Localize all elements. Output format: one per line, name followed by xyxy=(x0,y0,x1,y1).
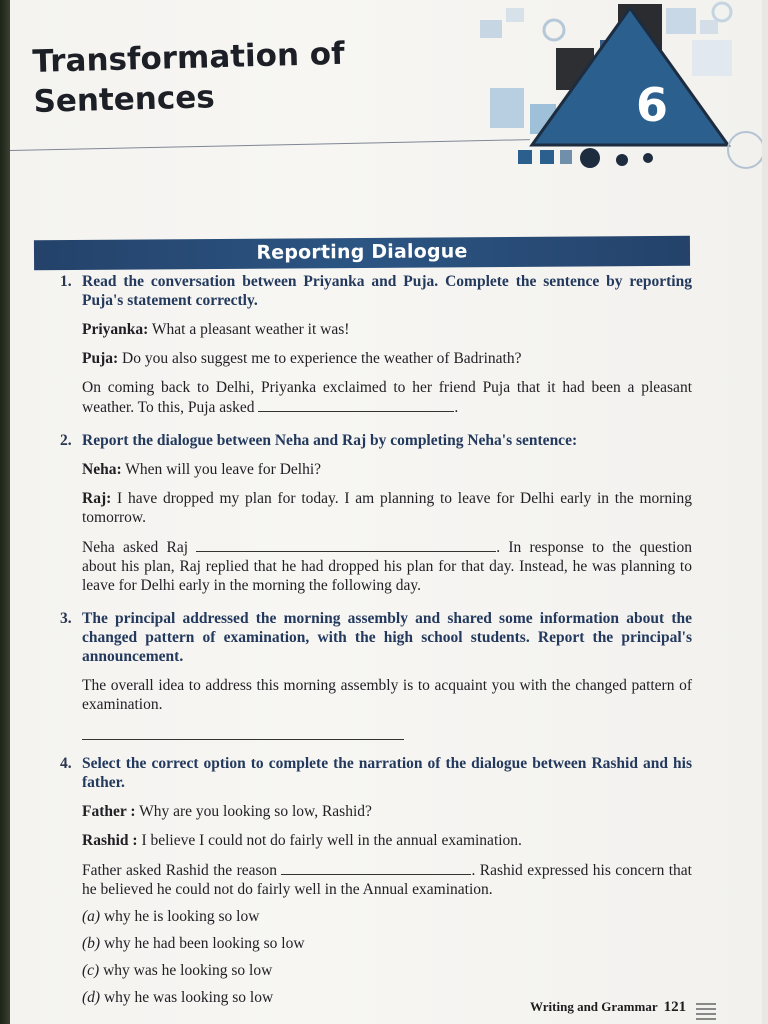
question-4 xyxy=(60,754,692,1007)
chapter-header-decoration xyxy=(460,0,762,195)
title-underline xyxy=(10,139,530,151)
dialogue-line xyxy=(82,802,692,821)
dialogue-text: I have dropped my plan for today. I am planning to leave for Delhi early in the morning tomorrow. xyxy=(82,490,692,526)
dialogue-line xyxy=(82,349,692,368)
dialogue-line xyxy=(82,489,692,527)
question-prompt: Report the dialogue between Neha and Raj by completing Neha's sentence: xyxy=(82,432,578,449)
narration-text: Father asked Rashid the reason . Rashid expressed his concern that he believed he could not do fairly well in the Annual examination. xyxy=(82,862,692,898)
option-b[interactable]: (b) why he had been looking so low xyxy=(82,935,305,952)
question-prompt: Read the conversation between Priyanka and Puja. Complete the sentence by reporting Puja's statement correctly. xyxy=(82,273,692,309)
question-number: 4. xyxy=(60,755,72,772)
speaker-label: Father : xyxy=(82,803,136,820)
dialogue-text: I believe I could not do fairly well in the annual examination. xyxy=(137,832,522,849)
section-banner xyxy=(34,236,690,271)
narration-text: On coming back to Delhi, Priyanka exclaimed to her friend Puja that it had been a pleasant weather. To this, Puja asked . xyxy=(82,379,692,416)
chapter-number: 6 xyxy=(635,78,668,132)
speaker-label: Rashid : xyxy=(82,832,138,849)
answer-blank[interactable] xyxy=(281,860,471,875)
question-prompt: Select the correct option to complete the narration of the dialogue between Rashid and his father. xyxy=(82,755,692,791)
option-d[interactable]: (d) why he was looking so low xyxy=(82,989,274,1006)
page-footer xyxy=(530,999,686,1016)
chapter-title-line2: Sentences xyxy=(33,79,216,120)
dialogue-line xyxy=(82,831,692,850)
dialogue-line xyxy=(82,320,692,339)
dialogue-text: What a pleasant weather it was! xyxy=(148,321,350,338)
dialogue-text: Do you also suggest me to experience the weather of Badrinath? xyxy=(118,350,522,367)
question-2 xyxy=(60,431,692,595)
speaker-label: Raj: xyxy=(82,490,112,507)
narration-text: Neha asked Raj . In response to the question about his plan, Raj replied that he had dropped his plan for that day. Instead, he was planning to leave for Delhi early in the morning the following day. xyxy=(82,539,692,594)
exercise-content xyxy=(60,272,692,1007)
speaker-label: Puja: xyxy=(82,350,119,367)
book-spine xyxy=(0,0,10,1024)
dialogue-text: Why are you looking so low, Rashid? xyxy=(135,803,372,820)
speaker-label: Priyanka: xyxy=(82,321,149,338)
question-prompt: The principal addressed the morning assembly and shared some information about the changed pattern of examination, with the high school students. Report the principal's announcement. xyxy=(82,610,692,665)
chapter-title-line1: Transformation of xyxy=(32,35,346,80)
chapter-title xyxy=(32,34,346,122)
answer-line[interactable] xyxy=(82,738,404,740)
option-c[interactable]: (c) why was he looking so low xyxy=(82,962,273,979)
answer-blank[interactable] xyxy=(196,537,496,552)
question-number: 2. xyxy=(60,432,72,449)
footer-lines-icon xyxy=(696,1003,716,1023)
book-name: Writing and Grammar xyxy=(530,999,658,1014)
dialogue-text: When will you leave for Delhi? xyxy=(121,461,322,478)
section-title: Reporting Dialogue xyxy=(256,240,468,264)
question-3 xyxy=(60,609,692,740)
answer-blank[interactable] xyxy=(258,397,454,412)
dialogue-line xyxy=(82,460,692,479)
question-number: 1. xyxy=(60,273,72,290)
textbook-page xyxy=(10,0,762,1024)
option-a[interactable]: (a) why he is looking so low xyxy=(82,908,260,925)
announcement-text: The overall idea to address this morning assembly is to acquaint you with the changed pattern of examination. xyxy=(82,677,692,713)
speaker-label: Neha: xyxy=(82,461,122,478)
question-1 xyxy=(60,272,692,417)
page-number: 121 xyxy=(663,999,687,1015)
question-number: 3. xyxy=(60,610,72,627)
